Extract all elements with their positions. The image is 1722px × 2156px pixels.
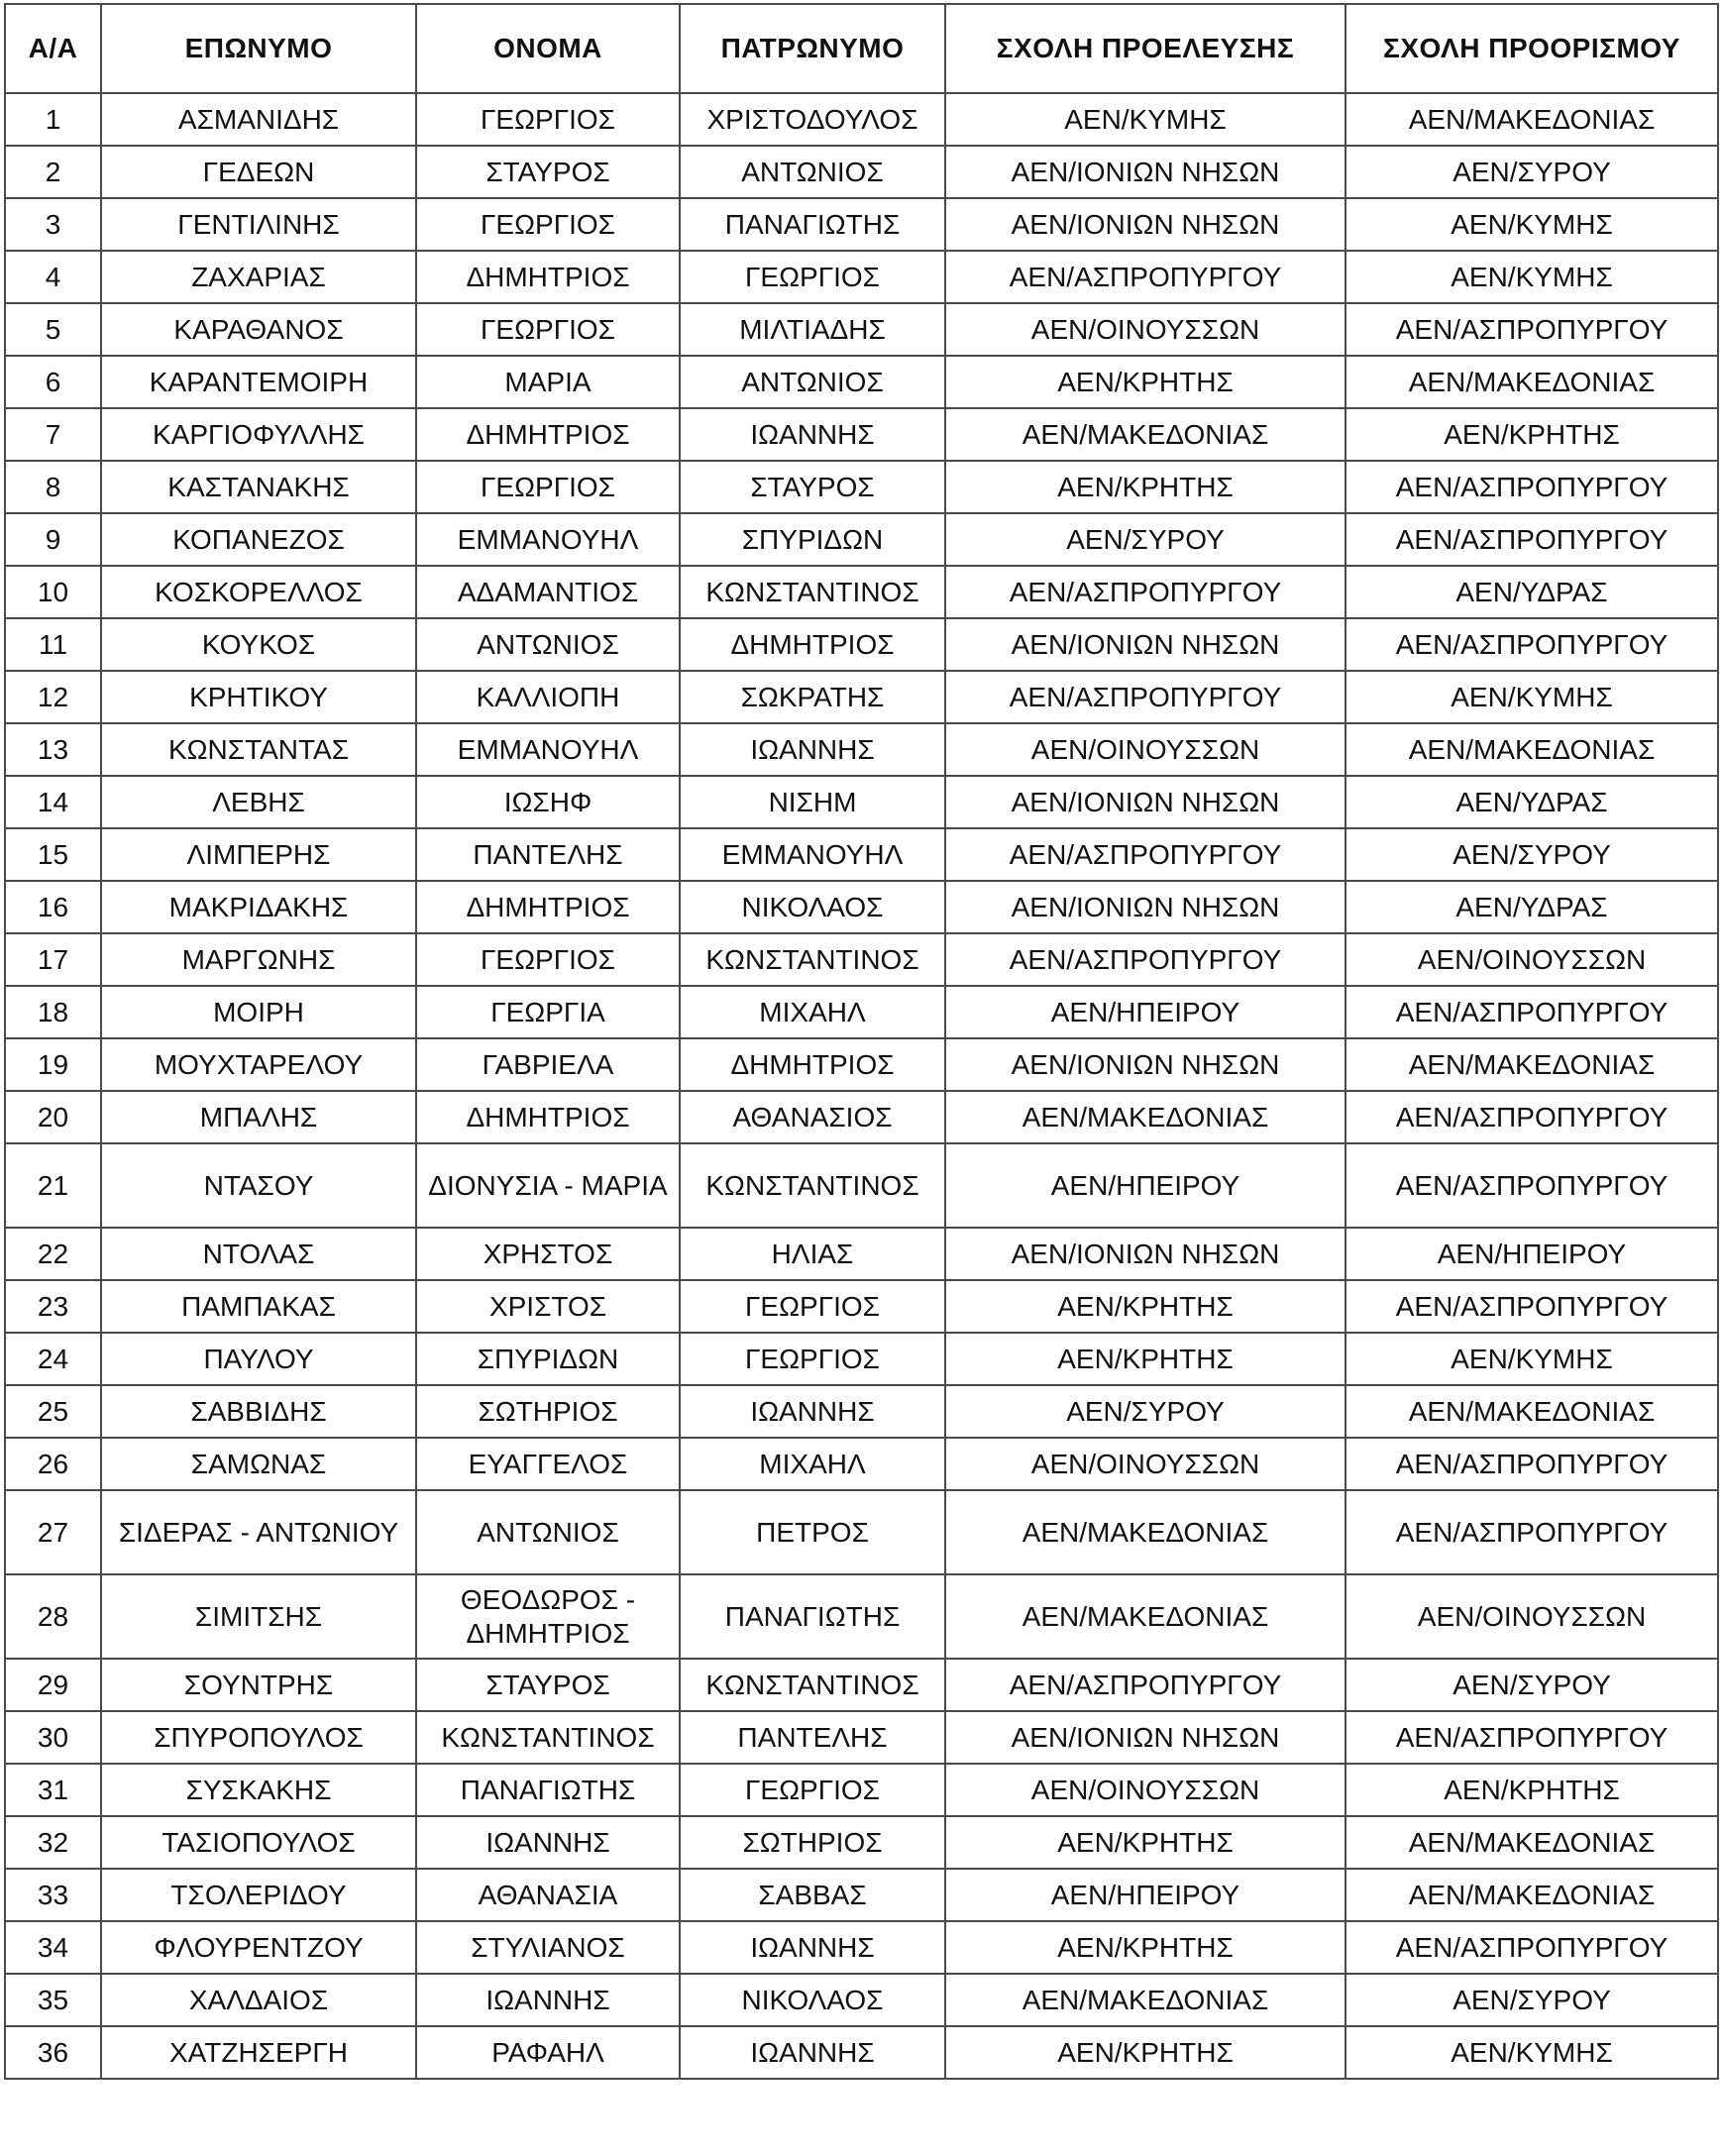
cell-surname: ΤΣΟΛΕΡΙΔΟΥ: [101, 1869, 416, 1921]
cell-origin-school: ΑΕΝ/ΟΙΝΟΥΣΣΩΝ: [945, 723, 1345, 776]
header-surname: ΕΠΩΝΥΜΟ: [101, 4, 416, 93]
cell-first-name: ΘΕΟΔΩΡΟΣ - ΔΗΜΗΤΡΙΟΣ: [416, 1574, 680, 1659]
header-first-name: ΟΝΟΜΑ: [416, 4, 680, 93]
cell-origin-school: ΑΕΝ/ΑΣΠΡΟΠΥΡΓΟΥ: [945, 933, 1345, 986]
cell-father-name: ΧΡΙΣΤΟΔΟΥΛΟΣ: [680, 93, 945, 146]
cell-origin-school: ΑΕΝ/ΙΟΝΙΩΝ ΝΗΣΩΝ: [945, 1228, 1345, 1280]
cell-first-name: ΣΩΤΗΡΙΟΣ: [416, 1385, 680, 1438]
cell-origin-school: ΑΕΝ/ΚΥΜΗΣ: [945, 93, 1345, 146]
cell-first-name: ΙΩΑΝΝΗΣ: [416, 1974, 680, 2026]
cell-destination-school: ΑΕΝ/ΚΥΜΗΣ: [1345, 2026, 1718, 2079]
table-row: [5, 1091, 1718, 1143]
cell-first-name: ΕΜΜΑΝΟΥΗΛ: [416, 723, 680, 776]
cell-first-name: ΙΩΣΗΦ: [416, 776, 680, 828]
table-row: [5, 828, 1718, 881]
table-row: [5, 986, 1718, 1038]
cell-origin-school: ΑΕΝ/ΑΣΠΡΟΠΥΡΓΟΥ: [945, 671, 1345, 723]
cell-origin-school: ΑΕΝ/ΚΡΗΤΗΣ: [945, 461, 1345, 513]
cell-aa: 2: [5, 146, 101, 198]
table-header: [5, 4, 1718, 93]
cell-destination-school: ΑΕΝ/ΚΥΜΗΣ: [1345, 198, 1718, 251]
table-row: [5, 513, 1718, 566]
cell-father-name: ΔΗΜΗΤΡΙΟΣ: [680, 618, 945, 671]
table-row: [5, 146, 1718, 198]
table-row: [5, 1438, 1718, 1490]
cell-surname: ΣΑΒΒΙΔΗΣ: [101, 1385, 416, 1438]
cell-first-name: ΓΕΩΡΓΙΟΣ: [416, 198, 680, 251]
cell-first-name: ΓΕΩΡΓΙΟΣ: [416, 303, 680, 356]
cell-aa: 20: [5, 1091, 101, 1143]
cell-father-name: ΓΕΩΡΓΙΟΣ: [680, 1280, 945, 1333]
cell-aa: 15: [5, 828, 101, 881]
table-row: [5, 1490, 1718, 1574]
table-row: [5, 1869, 1718, 1921]
cell-origin-school: ΑΕΝ/ΟΙΝΟΥΣΣΩΝ: [945, 303, 1345, 356]
cell-first-name: ΡΑΦΑΗΛ: [416, 2026, 680, 2079]
cell-origin-school: ΑΕΝ/ΜΑΚΕΔΟΝΙΑΣ: [945, 1574, 1345, 1659]
cell-surname: ΚΟΣΚΟΡΕΛΛΟΣ: [101, 566, 416, 618]
cell-aa: 21: [5, 1143, 101, 1228]
cell-aa: 19: [5, 1038, 101, 1091]
cell-father-name: ΣΠΥΡΙΔΩΝ: [680, 513, 945, 566]
table-row: [5, 1280, 1718, 1333]
cell-first-name: ΜΑΡΙΑ: [416, 356, 680, 408]
cell-father-name: ΚΩΝΣΤΑΝΤΙΝΟΣ: [680, 933, 945, 986]
cell-father-name: ΠΕΤΡΟΣ: [680, 1490, 945, 1574]
cell-origin-school: ΑΕΝ/ΑΣΠΡΟΠΥΡΓΟΥ: [945, 828, 1345, 881]
cell-destination-school: ΑΕΝ/ΑΣΠΡΟΠΥΡΓΟΥ: [1345, 1091, 1718, 1143]
cell-first-name: ΔΗΜΗΤΡΙΟΣ: [416, 251, 680, 303]
cell-origin-school: ΑΕΝ/ΗΠΕΙΡΟΥ: [945, 986, 1345, 1038]
cell-aa: 29: [5, 1659, 101, 1711]
cell-origin-school: ΑΕΝ/ΣΥΡΟΥ: [945, 513, 1345, 566]
cell-origin-school: ΑΕΝ/ΙΟΝΙΩΝ ΝΗΣΩΝ: [945, 618, 1345, 671]
cell-origin-school: ΑΕΝ/ΣΥΡΟΥ: [945, 1385, 1345, 1438]
cell-origin-school: ΑΕΝ/ΜΑΚΕΔΟΝΙΑΣ: [945, 408, 1345, 461]
cell-destination-school: ΑΕΝ/ΥΔΡΑΣ: [1345, 881, 1718, 933]
cell-destination-school: ΑΕΝ/ΑΣΠΡΟΠΥΡΓΟΥ: [1345, 1280, 1718, 1333]
table-row: [5, 1816, 1718, 1869]
cell-first-name: ΑΝΤΩΝΙΟΣ: [416, 1490, 680, 1574]
cell-destination-school: ΑΕΝ/ΑΣΠΡΟΠΥΡΓΟΥ: [1345, 1490, 1718, 1574]
cell-destination-school: ΑΕΝ/ΚΥΜΗΣ: [1345, 251, 1718, 303]
table-row: [5, 776, 1718, 828]
cell-father-name: ΣΑΒΒΑΣ: [680, 1869, 945, 1921]
cell-surname: ΚΟΠΑΝΕΖΟΣ: [101, 513, 416, 566]
cell-surname: ΖΑΧΑΡΙΑΣ: [101, 251, 416, 303]
cell-surname: ΠΑΜΠΑΚΑΣ: [101, 1280, 416, 1333]
cell-origin-school: ΑΕΝ/ΟΙΝΟΥΣΣΩΝ: [945, 1438, 1345, 1490]
cell-first-name: ΠΑΝΑΓΙΩΤΗΣ: [416, 1764, 680, 1816]
header-aa: Α/Α: [5, 4, 101, 93]
cell-origin-school: ΑΕΝ/ΗΠΕΙΡΟΥ: [945, 1869, 1345, 1921]
table-row: [5, 198, 1718, 251]
cell-first-name: ΔΙΟΝΥΣΙΑ - ΜΑΡΙΑ: [416, 1143, 680, 1228]
cell-origin-school: ΑΕΝ/ΙΟΝΙΩΝ ΝΗΣΩΝ: [945, 198, 1345, 251]
cell-aa: 32: [5, 1816, 101, 1869]
cell-origin-school: ΑΕΝ/ΚΡΗΤΗΣ: [945, 1921, 1345, 1974]
cell-origin-school: ΑΕΝ/ΚΡΗΤΗΣ: [945, 1816, 1345, 1869]
cell-origin-school: ΑΕΝ/ΜΑΚΕΔΟΝΙΑΣ: [945, 1490, 1345, 1574]
cell-first-name: ΔΗΜΗΤΡΙΟΣ: [416, 408, 680, 461]
cell-surname: ΠΑΥΛΟΥ: [101, 1333, 416, 1385]
cell-father-name: ΓΕΩΡΓΙΟΣ: [680, 1764, 945, 1816]
cell-aa: 13: [5, 723, 101, 776]
table-row: [5, 1333, 1718, 1385]
cell-father-name: ΚΩΝΣΤΑΝΤΙΝΟΣ: [680, 566, 945, 618]
cell-first-name: ΧΡΗΣΤΟΣ: [416, 1228, 680, 1280]
cell-aa: 10: [5, 566, 101, 618]
cell-first-name: ΧΡΙΣΤΟΣ: [416, 1280, 680, 1333]
table-row: [5, 933, 1718, 986]
cell-aa: 7: [5, 408, 101, 461]
cell-father-name: ΜΙΧΑΗΛ: [680, 986, 945, 1038]
cell-origin-school: ΑΕΝ/ΚΡΗΤΗΣ: [945, 1333, 1345, 1385]
cell-father-name: ΙΩΑΝΝΗΣ: [680, 1385, 945, 1438]
cell-origin-school: ΑΕΝ/ΙΟΝΙΩΝ ΝΗΣΩΝ: [945, 1038, 1345, 1091]
cell-first-name: ΓΕΩΡΓΙΟΣ: [416, 933, 680, 986]
cell-destination-school: ΑΕΝ/ΥΔΡΑΣ: [1345, 566, 1718, 618]
cell-father-name: ΝΙΚΟΛΑΟΣ: [680, 881, 945, 933]
cell-aa: 23: [5, 1280, 101, 1333]
cell-father-name: ΓΕΩΡΓΙΟΣ: [680, 1333, 945, 1385]
cell-father-name: ΙΩΑΝΝΗΣ: [680, 723, 945, 776]
cell-aa: 28: [5, 1574, 101, 1659]
cell-destination-school: ΑΕΝ/ΣΥΡΟΥ: [1345, 1659, 1718, 1711]
header-destination-school: ΣΧΟΛΗ ΠΡΟΟΡΙΣΜΟΥ: [1345, 4, 1718, 93]
header-father-name: ΠΑΤΡΩΝΥΜΟ: [680, 4, 945, 93]
cell-father-name: ΣΩΚΡΑΤΗΣ: [680, 671, 945, 723]
table-row: [5, 566, 1718, 618]
cell-surname: ΚΑΡΑΝΤΕΜΟΙΡΗ: [101, 356, 416, 408]
table-row: [5, 1038, 1718, 1091]
cell-first-name: ΣΤΥΛΙΑΝΟΣ: [416, 1921, 680, 1974]
table-row: [5, 618, 1718, 671]
cell-first-name: ΓΑΒΡΙΕΛΑ: [416, 1038, 680, 1091]
cell-aa: 35: [5, 1974, 101, 2026]
cell-father-name: ΣΩΤΗΡΙΟΣ: [680, 1816, 945, 1869]
cell-origin-school: ΑΕΝ/ΗΠΕΙΡΟΥ: [945, 1143, 1345, 1228]
cell-father-name: ΙΩΑΝΝΗΣ: [680, 408, 945, 461]
cell-destination-school: ΑΕΝ/ΚΡΗΤΗΣ: [1345, 1764, 1718, 1816]
cell-father-name: ΝΙΚΟΛΑΟΣ: [680, 1974, 945, 2026]
cell-father-name: ΣΤΑΥΡΟΣ: [680, 461, 945, 513]
cell-origin-school: ΑΕΝ/ΜΑΚΕΔΟΝΙΑΣ: [945, 1091, 1345, 1143]
cell-first-name: ΑΘΑΝΑΣΙΑ: [416, 1869, 680, 1921]
cell-surname: ΚΩΝΣΤΑΝΤΑΣ: [101, 723, 416, 776]
cell-father-name: ΠΑΝΑΓΙΩΤΗΣ: [680, 1574, 945, 1659]
cell-surname: ΣΑΜΩΝΑΣ: [101, 1438, 416, 1490]
cell-aa: 1: [5, 93, 101, 146]
cell-surname: ΝΤΟΛΑΣ: [101, 1228, 416, 1280]
cell-surname: ΜΑΡΓΩΝΗΣ: [101, 933, 416, 986]
cell-surname: ΜΟΙΡΗ: [101, 986, 416, 1038]
cell-surname: ΦΛΟΥΡΕΝΤΖΟΥ: [101, 1921, 416, 1974]
header-origin-school: ΣΧΟΛΗ ΠΡΟΕΛΕΥΣΗΣ: [945, 4, 1345, 93]
cell-father-name: ΜΙΛΤΙΑΔΗΣ: [680, 303, 945, 356]
cell-father-name: ΚΩΝΣΤΑΝΤΙΝΟΣ: [680, 1143, 945, 1228]
cell-first-name: ΓΕΩΡΓΙΟΣ: [416, 93, 680, 146]
cell-destination-school: ΑΕΝ/ΣΥΡΟΥ: [1345, 828, 1718, 881]
cell-first-name: ΣΤΑΥΡΟΣ: [416, 146, 680, 198]
cell-destination-school: ΑΕΝ/ΑΣΠΡΟΠΥΡΓΟΥ: [1345, 618, 1718, 671]
cell-aa: 6: [5, 356, 101, 408]
cell-destination-school: ΑΕΝ/ΜΑΚΕΔΟΝΙΑΣ: [1345, 1385, 1718, 1438]
cell-first-name: ΕΜΜΑΝΟΥΗΛ: [416, 513, 680, 566]
cell-father-name: ΙΩΑΝΝΗΣ: [680, 2026, 945, 2079]
cell-surname: ΧΑΛΔΑΙΟΣ: [101, 1974, 416, 2026]
table-row: [5, 1974, 1718, 2026]
cell-aa: 33: [5, 1869, 101, 1921]
cell-destination-school: ΑΕΝ/ΑΣΠΡΟΠΥΡΓΟΥ: [1345, 1711, 1718, 1764]
header-row: [5, 4, 1718, 93]
cell-first-name: ΓΕΩΡΓΙΑ: [416, 986, 680, 1038]
cell-aa: 9: [5, 513, 101, 566]
cell-first-name: ΔΗΜΗΤΡΙΟΣ: [416, 881, 680, 933]
cell-aa: 24: [5, 1333, 101, 1385]
cell-surname: ΣΟΥΝΤΡΗΣ: [101, 1659, 416, 1711]
cell-aa: 5: [5, 303, 101, 356]
table-row: [5, 1711, 1718, 1764]
cell-destination-school: ΑΕΝ/ΑΣΠΡΟΠΥΡΓΟΥ: [1345, 1143, 1718, 1228]
cell-surname: ΓΕΝΤΙΛΙΝΗΣ: [101, 198, 416, 251]
cell-surname: ΝΤΑΣΟΥ: [101, 1143, 416, 1228]
cell-aa: 17: [5, 933, 101, 986]
table-body: [5, 93, 1718, 2079]
cell-destination-school: ΑΕΝ/ΜΑΚΕΔΟΝΙΑΣ: [1345, 723, 1718, 776]
cell-aa: 22: [5, 1228, 101, 1280]
table-row: [5, 1659, 1718, 1711]
table-row: [5, 2026, 1718, 2079]
table-row: [5, 1385, 1718, 1438]
cell-aa: 12: [5, 671, 101, 723]
cell-father-name: ΑΝΤΩΝΙΟΣ: [680, 356, 945, 408]
cell-origin-school: ΑΕΝ/ΑΣΠΡΟΠΥΡΓΟΥ: [945, 566, 1345, 618]
cell-destination-school: ΑΕΝ/ΜΑΚΕΔΟΝΙΑΣ: [1345, 1038, 1718, 1091]
cell-origin-school: ΑΕΝ/ΙΟΝΙΩΝ ΝΗΣΩΝ: [945, 881, 1345, 933]
cell-first-name: ΑΔΑΜΑΝΤΙΟΣ: [416, 566, 680, 618]
cell-first-name: ΙΩΑΝΝΗΣ: [416, 1816, 680, 1869]
cell-first-name: ΠΑΝΤΕΛΗΣ: [416, 828, 680, 881]
cell-surname: ΤΑΣΙΟΠΟΥΛΟΣ: [101, 1816, 416, 1869]
table-row: [5, 1143, 1718, 1228]
table-row: [5, 408, 1718, 461]
cell-father-name: ΠΑΝΤΕΛΗΣ: [680, 1711, 945, 1764]
cell-first-name: ΔΗΜΗΤΡΙΟΣ: [416, 1091, 680, 1143]
table-row: [5, 1228, 1718, 1280]
cell-aa: 30: [5, 1711, 101, 1764]
cell-aa: 25: [5, 1385, 101, 1438]
cell-father-name: ΙΩΑΝΝΗΣ: [680, 1921, 945, 1974]
table-row: [5, 251, 1718, 303]
cell-aa: 31: [5, 1764, 101, 1816]
cell-father-name: ΕΜΜΑΝΟΥΗΛ: [680, 828, 945, 881]
cell-surname: ΣΠΥΡΟΠΟΥΛΟΣ: [101, 1711, 416, 1764]
cell-destination-school: ΑΕΝ/ΑΣΠΡΟΠΥΡΓΟΥ: [1345, 461, 1718, 513]
cell-destination-school: ΑΕΝ/ΑΣΠΡΟΠΥΡΓΟΥ: [1345, 513, 1718, 566]
table-row: [5, 1574, 1718, 1659]
cell-surname: ΜΑΚΡΙΔΑΚΗΣ: [101, 881, 416, 933]
cell-surname: ΧΑΤΖΗΣΕΡΓΗ: [101, 2026, 416, 2079]
cell-surname: ΛΙΜΠΕΡΗΣ: [101, 828, 416, 881]
cell-origin-school: ΑΕΝ/ΜΑΚΕΔΟΝΙΑΣ: [945, 1974, 1345, 2026]
cell-surname: ΜΠΑΛΗΣ: [101, 1091, 416, 1143]
transfer-table: [4, 3, 1719, 2080]
cell-father-name: ΜΙΧΑΗΛ: [680, 1438, 945, 1490]
cell-first-name: ΚΩΝΣΤΑΝΤΙΝΟΣ: [416, 1711, 680, 1764]
cell-destination-school: ΑΕΝ/ΟΙΝΟΥΣΣΩΝ: [1345, 1574, 1718, 1659]
table-row: [5, 671, 1718, 723]
cell-destination-school: ΑΕΝ/ΟΙΝΟΥΣΣΩΝ: [1345, 933, 1718, 986]
cell-father-name: ΔΗΜΗΤΡΙΟΣ: [680, 1038, 945, 1091]
cell-first-name: ΓΕΩΡΓΙΟΣ: [416, 461, 680, 513]
cell-destination-school: ΑΕΝ/ΜΑΚΕΔΟΝΙΑΣ: [1345, 1869, 1718, 1921]
cell-origin-school: ΑΕΝ/ΑΣΠΡΟΠΥΡΓΟΥ: [945, 1659, 1345, 1711]
cell-father-name: ΚΩΝΣΤΑΝΤΙΝΟΣ: [680, 1659, 945, 1711]
table-row: [5, 1764, 1718, 1816]
cell-destination-school: ΑΕΝ/ΑΣΠΡΟΠΥΡΓΟΥ: [1345, 1438, 1718, 1490]
cell-surname: ΣΙΔΕΡΑΣ - ΑΝΤΩΝΙΟΥ: [101, 1490, 416, 1574]
table-row: [5, 723, 1718, 776]
cell-destination-school: ΑΕΝ/ΣΥΡΟΥ: [1345, 1974, 1718, 2026]
table-row: [5, 881, 1718, 933]
cell-surname: ΜΟΥΧΤΑΡΕΛΟΥ: [101, 1038, 416, 1091]
cell-destination-school: ΑΕΝ/ΚΥΜΗΣ: [1345, 1333, 1718, 1385]
cell-destination-school: ΑΕΝ/ΑΣΠΡΟΠΥΡΓΟΥ: [1345, 986, 1718, 1038]
cell-destination-school: ΑΕΝ/ΜΑΚΕΔΟΝΙΑΣ: [1345, 356, 1718, 408]
cell-aa: 14: [5, 776, 101, 828]
cell-surname: ΛΕΒΗΣ: [101, 776, 416, 828]
cell-first-name: ΣΠΥΡΙΔΩΝ: [416, 1333, 680, 1385]
cell-origin-school: ΑΕΝ/ΚΡΗΤΗΣ: [945, 356, 1345, 408]
cell-aa: 18: [5, 986, 101, 1038]
cell-origin-school: ΑΕΝ/ΚΡΗΤΗΣ: [945, 2026, 1345, 2079]
cell-surname: ΚΑΡΑΘΑΝΟΣ: [101, 303, 416, 356]
cell-origin-school: ΑΕΝ/ΙΟΝΙΩΝ ΝΗΣΩΝ: [945, 776, 1345, 828]
cell-origin-school: ΑΕΝ/ΚΡΗΤΗΣ: [945, 1280, 1345, 1333]
cell-surname: ΚΑΣΤΑΝΑΚΗΣ: [101, 461, 416, 513]
cell-aa: 34: [5, 1921, 101, 1974]
cell-surname: ΚΡΗΤΙΚΟΥ: [101, 671, 416, 723]
cell-father-name: ΑΝΤΩΝΙΟΣ: [680, 146, 945, 198]
cell-destination-school: ΑΕΝ/ΚΥΜΗΣ: [1345, 671, 1718, 723]
cell-surname: ΣΥΣΚΑΚΗΣ: [101, 1764, 416, 1816]
cell-destination-school: ΑΕΝ/ΣΥΡΟΥ: [1345, 146, 1718, 198]
cell-father-name: ΓΕΩΡΓΙΟΣ: [680, 251, 945, 303]
cell-aa: 36: [5, 2026, 101, 2079]
cell-destination-school: ΑΕΝ/ΜΑΚΕΔΟΝΙΑΣ: [1345, 1816, 1718, 1869]
cell-surname: ΓΕΔΕΩΝ: [101, 146, 416, 198]
cell-origin-school: ΑΕΝ/ΙΟΝΙΩΝ ΝΗΣΩΝ: [945, 146, 1345, 198]
cell-first-name: ΕΥΑΓΓΕΛΟΣ: [416, 1438, 680, 1490]
cell-father-name: ΠΑΝΑΓΙΩΤΗΣ: [680, 198, 945, 251]
cell-destination-school: ΑΕΝ/ΗΠΕΙΡΟΥ: [1345, 1228, 1718, 1280]
cell-destination-school: ΑΕΝ/ΑΣΠΡΟΠΥΡΓΟΥ: [1345, 1921, 1718, 1974]
cell-first-name: ΑΝΤΩΝΙΟΣ: [416, 618, 680, 671]
cell-origin-school: ΑΕΝ/ΟΙΝΟΥΣΣΩΝ: [945, 1764, 1345, 1816]
cell-first-name: ΚΑΛΛΙΟΠΗ: [416, 671, 680, 723]
table-row: [5, 93, 1718, 146]
table-row: [5, 461, 1718, 513]
cell-destination-school: ΑΕΝ/ΑΣΠΡΟΠΥΡΓΟΥ: [1345, 303, 1718, 356]
cell-aa: 27: [5, 1490, 101, 1574]
cell-origin-school: ΑΕΝ/ΑΣΠΡΟΠΥΡΓΟΥ: [945, 251, 1345, 303]
cell-surname: ΣΙΜΙΤΣΗΣ: [101, 1574, 416, 1659]
cell-destination-school: ΑΕΝ/ΜΑΚΕΔΟΝΙΑΣ: [1345, 93, 1718, 146]
cell-aa: 16: [5, 881, 101, 933]
cell-destination-school: ΑΕΝ/ΚΡΗΤΗΣ: [1345, 408, 1718, 461]
cell-first-name: ΣΤΑΥΡΟΣ: [416, 1659, 680, 1711]
table-row: [5, 356, 1718, 408]
cell-aa: 11: [5, 618, 101, 671]
cell-father-name: ΑΘΑΝΑΣΙΟΣ: [680, 1091, 945, 1143]
cell-surname: ΑΣΜΑΝΙΔΗΣ: [101, 93, 416, 146]
table-row: [5, 1921, 1718, 1974]
cell-father-name: ΗΛΙΑΣ: [680, 1228, 945, 1280]
cell-destination-school: ΑΕΝ/ΥΔΡΑΣ: [1345, 776, 1718, 828]
table-row: [5, 303, 1718, 356]
cell-father-name: ΝΙΣΗΜ: [680, 776, 945, 828]
cell-aa: 3: [5, 198, 101, 251]
cell-surname: ΚΟΥΚΟΣ: [101, 618, 416, 671]
cell-aa: 8: [5, 461, 101, 513]
cell-surname: ΚΑΡΓΙΟΦΥΛΛΗΣ: [101, 408, 416, 461]
cell-origin-school: ΑΕΝ/ΙΟΝΙΩΝ ΝΗΣΩΝ: [945, 1711, 1345, 1764]
cell-aa: 4: [5, 251, 101, 303]
cell-aa: 26: [5, 1438, 101, 1490]
